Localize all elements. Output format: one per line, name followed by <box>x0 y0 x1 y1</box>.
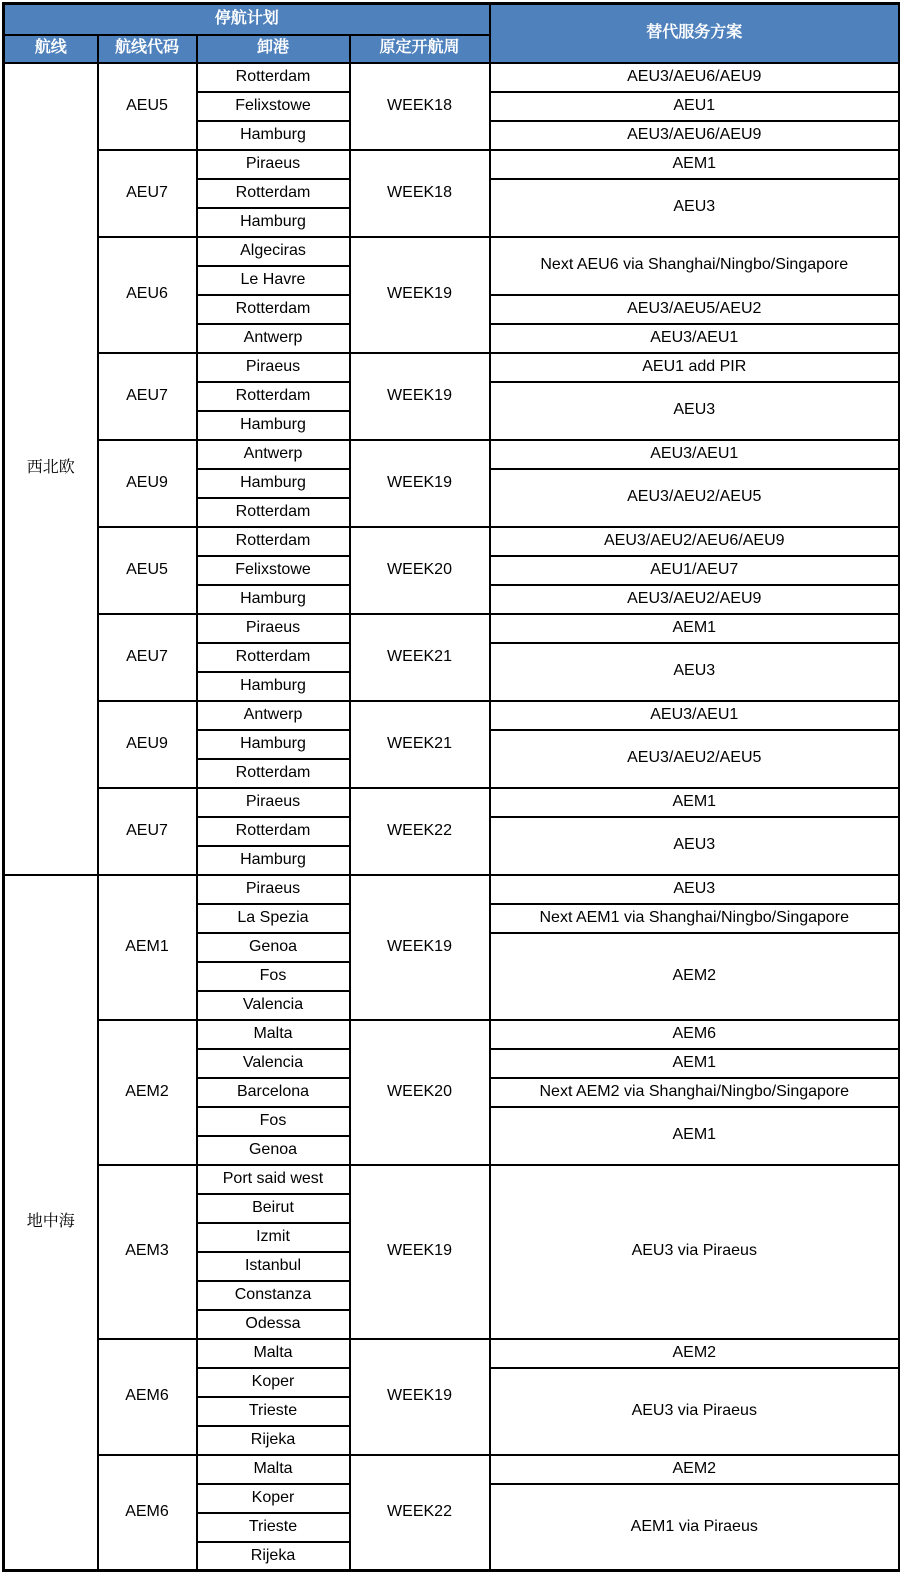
port-cell: Koper <box>197 1368 350 1397</box>
route-code-cell: AEM3 <box>98 1165 197 1339</box>
port-cell: Rotterdam <box>197 643 350 672</box>
blank-sailing-table <box>2 2 900 1572</box>
port-cell: Hamburg <box>197 469 350 498</box>
port-cell: Rotterdam <box>197 179 350 208</box>
alternative-cell: AEU3/AEU2/AEU5 <box>490 730 900 788</box>
port-cell: Rotterdam <box>197 817 350 846</box>
port-cell: Antwerp <box>197 324 350 353</box>
table-row <box>4 150 900 179</box>
header-col-sailing-week: 原定开航周 <box>350 35 490 63</box>
port-cell: Hamburg <box>197 411 350 440</box>
port-cell: Felixstowe <box>197 92 350 121</box>
port-cell: Trieste <box>197 1513 350 1542</box>
port-cell: Antwerp <box>197 440 350 469</box>
port-cell: Algeciras <box>197 237 350 266</box>
route-code-cell: AEU7 <box>98 614 197 701</box>
port-cell: Piraeus <box>197 353 350 382</box>
alternative-cell: AEU3 <box>490 382 900 440</box>
port-cell: Piraeus <box>197 788 350 817</box>
port-cell: Antwerp <box>197 701 350 730</box>
route-code-cell: AEU5 <box>98 527 197 614</box>
table-row <box>4 788 900 817</box>
table-row <box>4 440 900 469</box>
table-row <box>4 875 900 904</box>
port-cell: Malta <box>197 1339 350 1368</box>
alternative-cell: AEU1/AEU7 <box>490 556 900 585</box>
region-cell: 西北欧 <box>4 63 98 875</box>
week-cell: WEEK18 <box>350 63 490 150</box>
alternative-cell: AEU3/AEU1 <box>490 701 900 730</box>
week-cell: WEEK19 <box>350 875 490 1020</box>
alternative-cell: AEU3 <box>490 817 900 875</box>
route-code-cell: AEU9 <box>98 440 197 527</box>
port-cell: Barcelona <box>197 1078 350 1107</box>
port-cell: Port said west <box>197 1165 350 1194</box>
alternative-cell: AEM1 <box>490 788 900 817</box>
port-cell: Genoa <box>197 933 350 962</box>
header-row-top <box>4 4 900 35</box>
alternative-cell: AEM2 <box>490 933 900 1020</box>
alternative-cell: AEM6 <box>490 1020 900 1049</box>
route-code-cell: AEM6 <box>98 1455 197 1571</box>
alternative-cell: AEU3 <box>490 875 900 904</box>
alternative-cell: AEM1 <box>490 1107 900 1165</box>
route-code-cell: AEM2 <box>98 1020 197 1165</box>
table-header <box>4 4 900 63</box>
port-cell: La Spezia <box>197 904 350 933</box>
week-cell: WEEK20 <box>350 1020 490 1165</box>
port-cell: Malta <box>197 1455 350 1484</box>
alternative-cell: AEU3 via Piraeus <box>490 1165 900 1339</box>
alternative-cell: AEU3 via Piraeus <box>490 1368 900 1455</box>
route-code-cell: AEU5 <box>98 63 197 150</box>
alternative-cell: AEU3/AEU1 <box>490 324 900 353</box>
route-code-cell: AEU6 <box>98 237 197 353</box>
port-cell: Fos <box>197 962 350 991</box>
week-cell: WEEK20 <box>350 527 490 614</box>
alternative-cell: AEM1 <box>490 150 900 179</box>
alternative-cell: AEM2 <box>490 1339 900 1368</box>
port-cell: Hamburg <box>197 585 350 614</box>
port-cell: Rotterdam <box>197 63 350 92</box>
week-cell: WEEK18 <box>350 150 490 237</box>
table-row <box>4 614 900 643</box>
week-cell: WEEK19 <box>350 353 490 440</box>
port-cell: Koper <box>197 1484 350 1513</box>
week-cell: WEEK19 <box>350 440 490 527</box>
alternative-cell: Next AEM1 via Shanghai/Ningbo/Singapore <box>490 904 900 933</box>
alternative-cell: Next AEM2 via Shanghai/Ningbo/Singapore <box>490 1078 900 1107</box>
alternative-cell: AEM2 <box>490 1455 900 1484</box>
route-code-cell: AEU7 <box>98 788 197 875</box>
port-cell: Rotterdam <box>197 527 350 556</box>
alternative-cell: Next AEU6 via Shanghai/Ningbo/Singapore <box>490 237 900 295</box>
table-row <box>4 1455 900 1484</box>
alternative-cell: AEU3/AEU6/AEU9 <box>490 63 900 92</box>
alternative-cell: AEU3/AEU2/AEU5 <box>490 469 900 527</box>
alternative-cell: AEU3/AEU6/AEU9 <box>490 121 900 150</box>
port-cell: Rijeka <box>197 1542 350 1571</box>
port-cell: Felixstowe <box>197 556 350 585</box>
alternative-cell: AEU3 <box>490 179 900 237</box>
week-cell: WEEK19 <box>350 1339 490 1455</box>
port-cell: Constanza <box>197 1281 350 1310</box>
route-code-cell: AEM1 <box>98 875 197 1020</box>
alternative-cell: AEU3/AEU1 <box>490 440 900 469</box>
port-cell: Hamburg <box>197 208 350 237</box>
header-plan-title: 停航计划 <box>4 4 490 35</box>
table-body <box>4 63 900 1571</box>
port-cell: Hamburg <box>197 846 350 875</box>
port-cell: Piraeus <box>197 150 350 179</box>
port-cell: Hamburg <box>197 121 350 150</box>
week-cell: WEEK21 <box>350 701 490 788</box>
region-cell: 地中海 <box>4 875 98 1571</box>
table-row <box>4 353 900 382</box>
alternative-cell: AEM1 <box>490 614 900 643</box>
alternative-cell: AEM1 <box>490 1049 900 1078</box>
header-col-route-code: 航线代码 <box>98 35 197 63</box>
port-cell: Rotterdam <box>197 759 350 788</box>
week-cell: WEEK22 <box>350 1455 490 1571</box>
port-cell: Odessa <box>197 1310 350 1339</box>
port-cell: Izmit <box>197 1223 350 1252</box>
alternative-cell: AEU3/AEU2/AEU6/AEU9 <box>490 527 900 556</box>
route-code-cell: AEU9 <box>98 701 197 788</box>
port-cell: Le Havre <box>197 266 350 295</box>
alternative-cell: AEM1 via Piraeus <box>490 1484 900 1571</box>
table-row <box>4 237 900 266</box>
alternative-cell: AEU1 add PIR <box>490 353 900 382</box>
week-cell: WEEK19 <box>350 1165 490 1339</box>
port-cell: Istanbul <box>197 1252 350 1281</box>
port-cell: Fos <box>197 1107 350 1136</box>
port-cell: Rijeka <box>197 1426 350 1455</box>
route-code-cell: AEU7 <box>98 353 197 440</box>
table-row <box>4 1020 900 1049</box>
port-cell: Genoa <box>197 1136 350 1165</box>
port-cell: Piraeus <box>197 614 350 643</box>
port-cell: Valencia <box>197 991 350 1020</box>
alternative-cell: AEU3 <box>490 643 900 701</box>
table-row <box>4 527 900 556</box>
port-cell: Beirut <box>197 1194 350 1223</box>
header-alt-title: 替代服务方案 <box>490 4 900 63</box>
header-col-route: 航线 <box>4 35 98 63</box>
port-cell: Rotterdam <box>197 295 350 324</box>
port-cell: Rotterdam <box>197 498 350 527</box>
route-code-cell: AEU7 <box>98 150 197 237</box>
route-code-cell: AEM6 <box>98 1339 197 1455</box>
week-cell: WEEK21 <box>350 614 490 701</box>
alternative-cell: AEU3/AEU5/AEU2 <box>490 295 900 324</box>
port-cell: Malta <box>197 1020 350 1049</box>
port-cell: Hamburg <box>197 730 350 759</box>
port-cell: Hamburg <box>197 672 350 701</box>
port-cell: Rotterdam <box>197 382 350 411</box>
week-cell: WEEK22 <box>350 788 490 875</box>
port-cell: Piraeus <box>197 875 350 904</box>
alternative-cell: AEU1 <box>490 92 900 121</box>
table-row <box>4 1339 900 1368</box>
port-cell: Valencia <box>197 1049 350 1078</box>
table-row <box>4 701 900 730</box>
header-col-discharge-port: 卸港 <box>197 35 350 63</box>
port-cell: Trieste <box>197 1397 350 1426</box>
table-row <box>4 1165 900 1194</box>
alternative-cell: AEU3/AEU2/AEU9 <box>490 585 900 614</box>
week-cell: WEEK19 <box>350 237 490 353</box>
table-row <box>4 63 900 92</box>
